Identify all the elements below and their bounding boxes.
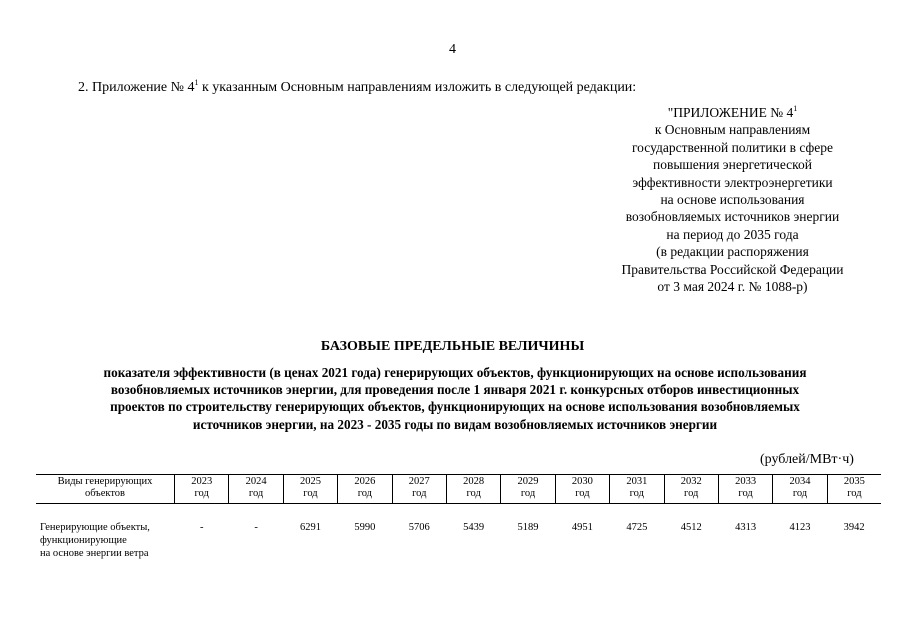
year-suffix: год	[738, 488, 753, 499]
intro-superscript: 1	[194, 78, 199, 87]
year-suffix: год	[412, 488, 427, 499]
header-cell-year	[501, 475, 555, 504]
appendix-line: государственной политики в сфере	[631, 139, 834, 155]
row-label-line: функционирующие	[40, 535, 127, 546]
header-cell-year	[773, 475, 827, 504]
year-label: 2033	[735, 476, 757, 487]
header-cell-year	[175, 475, 229, 504]
appendix-line: на период до 2035 года	[666, 226, 799, 242]
header-cell-year	[338, 475, 392, 504]
document-subtitle	[40, 364, 870, 433]
header-cell-type	[36, 475, 175, 504]
table-row	[36, 504, 881, 561]
year-suffix: год	[248, 488, 264, 499]
header-cell-year	[555, 475, 609, 504]
year-suffix: год	[629, 488, 644, 499]
appendix-heading-text: "ПРИЛОЖЕНИЕ № 4	[667, 105, 794, 120]
value-cell: 5439	[463, 522, 485, 533]
subtitle-line: возобновляемых источников энергии, для проведения после 1 января 2021 г. конкурсных отборов инвестиционных	[110, 382, 800, 398]
appendix-heading-superscript: 1	[793, 104, 798, 113]
value-cell: -	[254, 522, 258, 533]
header-cell-year	[392, 475, 446, 504]
header-cell-year	[610, 475, 664, 504]
appendix-line: от 3 мая 2024 г. № 1088-р)	[657, 279, 808, 295]
units-label: (рублей/МВт·ч)	[760, 452, 854, 467]
limit-values-table	[36, 474, 881, 560]
header-cell-year	[446, 475, 500, 504]
subtitle-line: проектов по строительству генерирующих объектов, функционирующих на основе использования возобновляемых	[110, 399, 800, 415]
subtitle-line: показателя эффективности (в ценах 2021 года) генерирующих объектов, функционирующих на основе использования	[103, 365, 807, 380]
appendix-header-block	[590, 104, 875, 295]
page-number: 4	[449, 42, 456, 57]
year-label: 2035	[843, 476, 865, 487]
value-cell: 3942	[843, 522, 865, 533]
year-suffix: год	[684, 488, 699, 499]
table-header-row	[36, 475, 881, 504]
appendix-line: эффективности электроэнергетики	[632, 174, 833, 190]
year-label: 2034	[789, 476, 811, 487]
header-cell-year	[827, 475, 881, 504]
subtitle-line: источников энергии, на 2023 - 2035 годы по видам возобновляемых источников энергии	[192, 416, 718, 432]
appendix-line: возобновляемых источников энергии	[625, 209, 840, 225]
year-suffix: год	[520, 488, 536, 499]
year-label: 2028	[463, 476, 485, 487]
year-suffix: год	[194, 488, 209, 499]
header-cell-year	[718, 475, 772, 504]
year-label: 2030	[571, 476, 593, 487]
header-text: объектов	[84, 488, 126, 499]
year-suffix: год	[847, 488, 862, 499]
value-cell: 6291	[299, 522, 321, 533]
row-label-line: на основе энергии ветра	[40, 548, 149, 559]
value-cell: 4951	[571, 522, 593, 533]
year-label: 2029	[517, 476, 539, 487]
year-label: 2027	[408, 476, 430, 487]
year-label: 2025	[299, 476, 321, 487]
appendix-line: Правительства Российской Федерации	[621, 261, 844, 277]
value-cell: -	[199, 522, 204, 533]
intro-paragraph	[78, 80, 636, 96]
year-label: 2023	[191, 476, 213, 487]
appendix-line: к Основным направлениям	[654, 122, 811, 138]
row-label-line: Генерирующие объекты,	[40, 522, 150, 533]
year-suffix: год	[575, 488, 590, 499]
year-suffix: год	[792, 488, 808, 499]
value-cell: 4313	[735, 522, 757, 533]
year-label: 2024	[245, 476, 267, 487]
year-suffix: год	[466, 488, 481, 499]
header-cell-year	[283, 475, 337, 504]
value-cell: 5189	[517, 522, 539, 533]
intro-text-start: 2. Приложение № 4	[78, 80, 195, 95]
year-suffix: год	[357, 488, 373, 499]
value-cell: 5990	[354, 522, 376, 533]
appendix-line: на основе использования	[660, 192, 805, 208]
header-text: Виды генерирующих	[57, 476, 153, 487]
appendix-heading	[590, 104, 875, 121]
appendix-line: (в редакции распоряжения	[656, 244, 809, 260]
row-label-cell	[36, 504, 175, 561]
header-cell-year	[229, 475, 283, 504]
year-label: 2026	[354, 476, 376, 487]
appendix-line: повышения энергетической	[652, 157, 813, 173]
intro-text-end: к указанным Основным направлениям изложить в следующей редакции:	[198, 80, 637, 95]
header-cell-year	[664, 475, 718, 504]
year-label: 2031	[626, 476, 648, 487]
year-label: 2032	[680, 476, 702, 487]
year-suffix: год	[303, 488, 318, 499]
value-cell: 4123	[789, 522, 811, 533]
value-cell: 4725	[626, 522, 648, 533]
value-cell: 5706	[408, 522, 430, 533]
value-cell: 4512	[680, 522, 702, 533]
document-title: БАЗОВЫЕ ПРЕДЕЛЬНЫЕ ВЕЛИЧИНЫ	[320, 339, 585, 354]
